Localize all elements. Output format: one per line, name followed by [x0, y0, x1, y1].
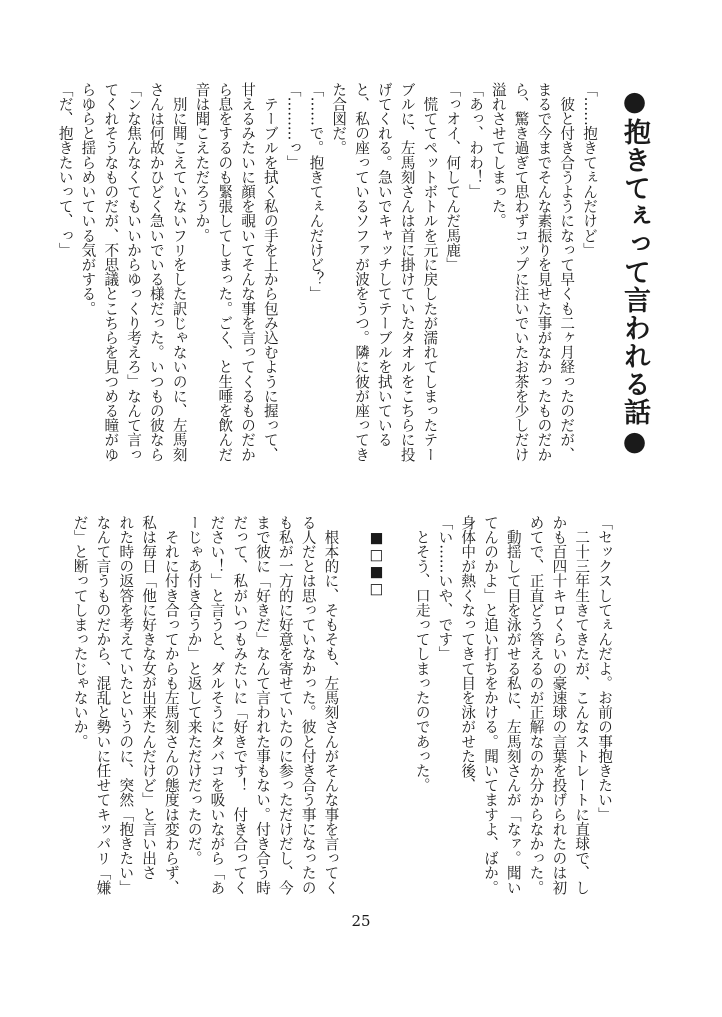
text-block-top: [56, 82, 600, 492]
text-block-bottom: [71, 515, 615, 920]
text-line: さんは何故かひどく急いでいる様だった。いつもの彼なら: [147, 82, 165, 462]
text-line: 身体中が熱くなってきて目を泳がせた後、: [459, 515, 477, 793]
text-line: 「あっ、わわ！」: [467, 82, 485, 199]
text-line: げてくれる。急いでキャッチしてテーブルを拭いている: [375, 82, 393, 447]
text-line: 「ンな焦んなくてもいいからゆっくり考えろ」なんて言っ: [125, 82, 143, 462]
text-line: ら息をするのも緊張してしまった。ごく、と生唾を飲んだ: [216, 82, 234, 462]
text-line: ーじゃあ付き合うか」と返して来ただけだったのだ。: [185, 515, 203, 866]
chapter-title: ●抱きてぇって言われる話●: [619, 86, 650, 458]
text-line: 慌ててペットボトルを元に戻したが濡れてしまったテー: [421, 82, 439, 462]
text-line: 甘えるみたいに顔を覗いてそんな事を言ってくるものだか: [239, 82, 257, 462]
text-line: 「………っ」: [284, 82, 302, 170]
text-line: 音は聞こえただろうか。: [193, 82, 211, 243]
text-line: [387, 515, 410, 920]
text-line: 彼と付き合うようになって早くも二ヶ月経ったのだが、: [558, 82, 576, 462]
text-line: テーブルを拭く私の手を上から包み込むように握って、: [261, 82, 279, 462]
text-line: ブルに、左馬刻さんは首に掛けていたタオルをこちらに投: [398, 82, 416, 462]
text-line: ら、驚き過ぎて思わずコップに注いでいたお茶を少しだけ: [512, 82, 530, 462]
text-line: 「い……いや、です」: [436, 515, 454, 661]
text-line: ださい！」と言うと、ダルそうにタバコを吸いながら「あ: [208, 515, 226, 895]
text-line: と、私の座っているソファが波をうつ。隣に彼が座ってき: [353, 82, 371, 462]
text-line: 「……抱きてぇんだけど」: [581, 82, 598, 258]
text-line: 根本的に、そもそも、左馬刻さんがそんな事を言ってく: [322, 515, 340, 895]
text-line: だ」と断ってしまったじゃないか。: [71, 515, 89, 749]
text-line: かも百四十キロくらいの豪速球の言葉を投げられたのは初: [550, 515, 568, 895]
text-line: まで彼に「好きだ」なんて言われた事もない。付き合う時: [254, 515, 272, 895]
text-line: 「セックスしてぇんだよ。お前の事抱きたい」: [596, 515, 613, 822]
text-line: めてで、正直どう答えるのが正解なのか分からなかった。: [527, 515, 545, 895]
text-line: 二十三年生きてきたが、こんなストレートに直球で、し: [573, 515, 591, 895]
text-line: た合図だ。: [330, 82, 348, 155]
text-line: も私が一方的に好意を寄せていたのに参っただけだし、今: [276, 515, 294, 895]
text-line: だって、私がいつもみたいに「好きです！ 付き合ってく: [231, 515, 249, 895]
text-line: 動揺して目を泳がせる私に、左馬刻さんが「なァ。聞い: [504, 515, 522, 895]
text-line: 溢れさせてしまった。: [489, 82, 507, 228]
text-line: れた時の返答を考えていたというのに、突然「抱きたい」: [117, 515, 135, 895]
text-line: る人だとは思っていなかった。彼と付き合う事になったの: [299, 515, 317, 895]
page-number: 25: [351, 912, 371, 930]
text-line: てくれそうなものだが、不思議とこちらを見つめる瞳がゆ: [102, 82, 120, 462]
text-line: まるで今までそんな素振りを見せた事がなかったものだか: [535, 82, 553, 462]
text-line: 「っオイ、何してんだ馬鹿」: [444, 82, 462, 272]
text-line: とそう、口走ってしまったのであった。: [413, 515, 431, 793]
text-line: 別に聞こえていないフリをした訳じゃないのに、左馬刻: [170, 82, 188, 462]
text-line: なんて言うものだから、混乱と勢いに任せてキッパリ「嫌: [94, 515, 112, 895]
text-line: 「……で。抱きてぇんだけど？」: [307, 82, 325, 301]
text-line: それに付き合ってからも左馬刻さんの態度は変わらず、: [162, 515, 180, 895]
text-line: 「だ、抱きたいって、っ」: [56, 82, 74, 258]
text-line: 私は毎日「他に好きな女が出来たんだけど」と言い出さ: [140, 515, 158, 880]
text-line: [341, 515, 364, 920]
text-line: ■□■□: [368, 515, 386, 598]
text-line: らゆらと揺らめいている気がする。: [79, 82, 97, 316]
text-line: てんのかよ」と追い打ちをかける。聞いてますよ、ばか。: [482, 515, 500, 895]
